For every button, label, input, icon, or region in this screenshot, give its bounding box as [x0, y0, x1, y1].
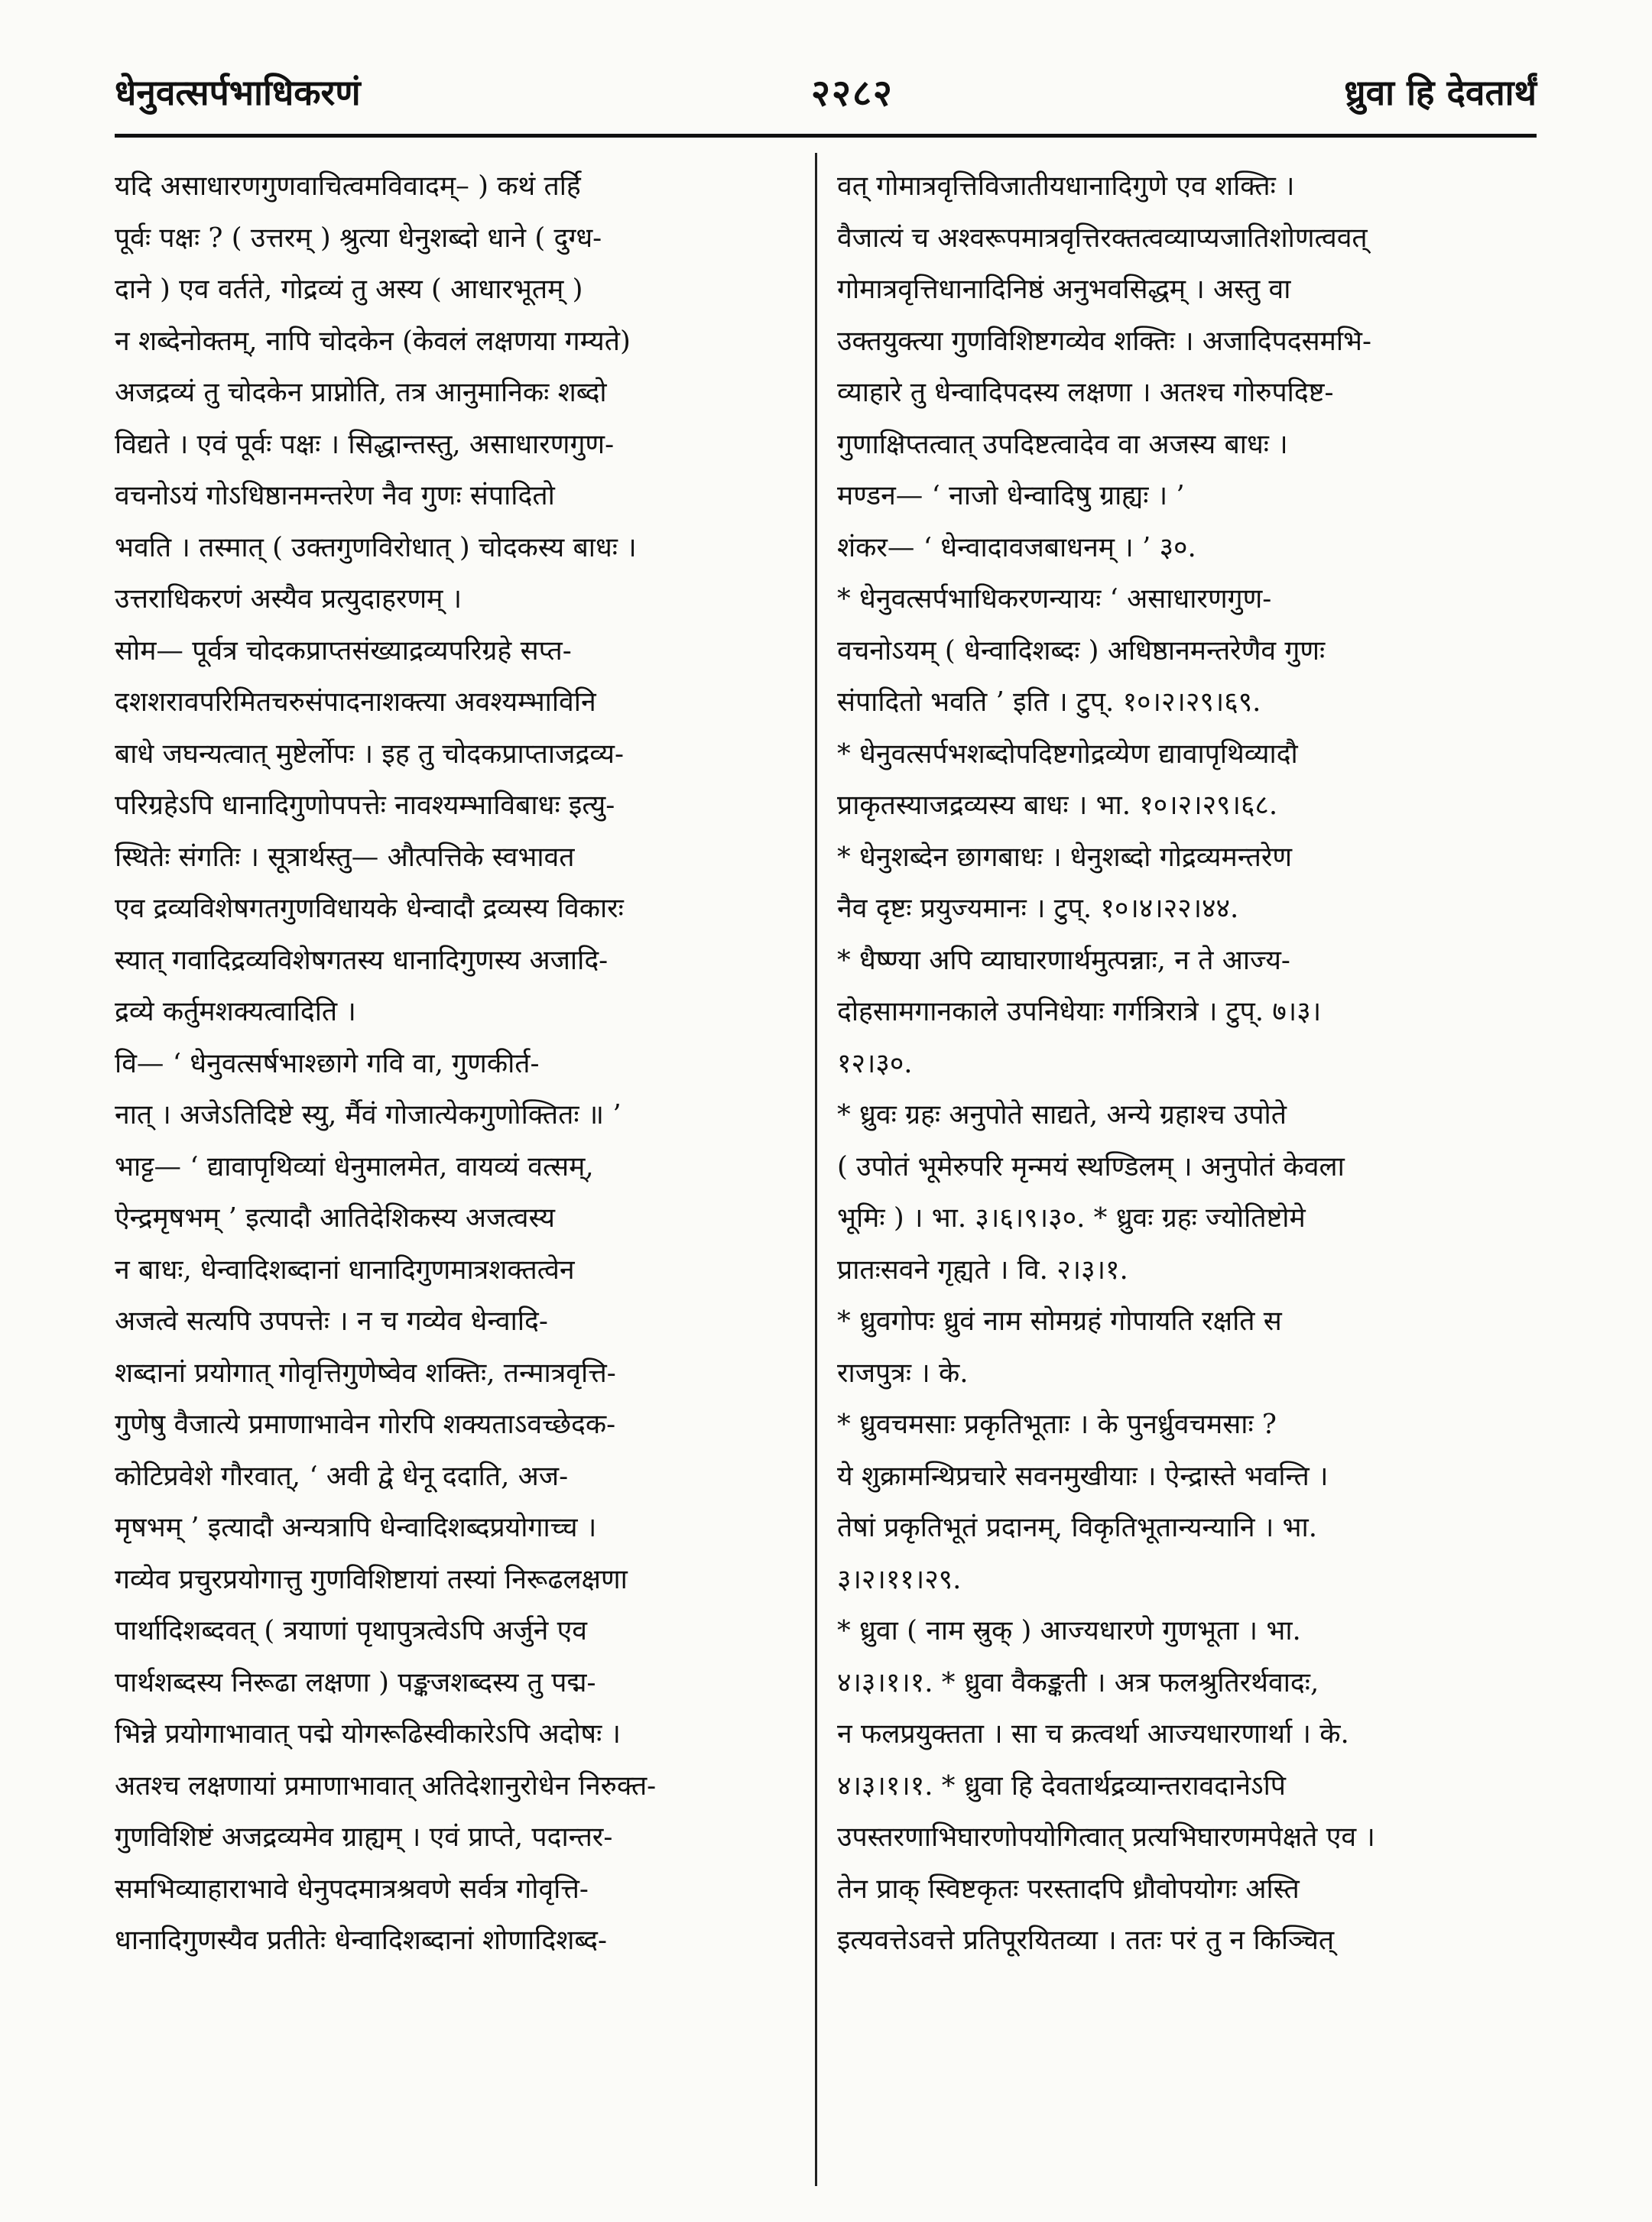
page-header: [115, 54, 1537, 130]
text-line: वत् गोमात्रवृत्तिविजातीयधानादिगुणे एव शक्तिः ।: [837, 170, 1295, 202]
text-line: नैव दृष्टः प्रयुज्यमानः । टुप्. १०।४।२२।४४.: [837, 893, 1239, 924]
text-line: अजत्वे सत्यपि उपपत्तेः । न च गव्येव धेन्वादि-: [115, 1306, 548, 1337]
text-line: वचनोऽयम् ( धेन्वादिशब्दः ) अधिष्ठानमन्तरेणैव गुणः: [837, 634, 1326, 667]
header-left-title: धेनुवत्सर्पभाधिकरणं: [115, 72, 361, 113]
text-line: बाधे जघन्यत्वात् मुष्टेर्लोपः । इह तु चोदकप्राप्ताजद्रव्य-: [115, 738, 625, 770]
text-line: दाने ) एव वर्तते, गोद्रव्यं तु अस्य ( आधारभूतम् ): [115, 274, 583, 305]
text-line: १२।३०.: [837, 1047, 913, 1079]
text-line: परिग्रहेऽपि धानादिगुणोपपत्तेः नावश्यम्भाविबाधः इत्यु-: [115, 790, 615, 821]
text-line: ३।२।११।२९.: [837, 1563, 962, 1595]
text-line: वचनोऽयं गोऽधिष्ठानमन्तरेण नैव गुणः संपादितो: [115, 480, 555, 511]
text-line: भाट्ट— ‘ द्यावापृथिव्यां धेनुमालमेत, वायव्यं वत्सम्,: [115, 1150, 594, 1182]
header-right-title: ध्रुवा हि देवतार्थं: [1344, 72, 1537, 113]
text-line: शंकर— ‘ धेन्वादावजबाधनम् । ’ ३०.: [837, 531, 1196, 563]
text-line: न शब्देनोक्तम्, नापि चोदकेन (केवलं लक्षणया गम्यते): [115, 325, 631, 357]
text-line: समभिव्याहाराभावे धेनुपदमात्रश्रवणे सर्वत्र गोवृत्ति-: [115, 1873, 589, 1905]
text-line: दोहसामगानकाले उपनिधेयाः गर्गत्रिरात्रे । टुप्. ७।३।: [837, 996, 1322, 1027]
text-line: वि— ‘ धेनुवत्सर्षभाश्छागे गवि वा, गुणकीर्त-: [115, 1047, 540, 1079]
left-column: [115, 161, 795, 2186]
text-line: न फलप्रयुक्तता । सा च क्रत्वर्था आज्यधारणार्था । के.: [837, 1718, 1349, 1750]
text-line: * ध्रुवचमसाः प्रकृतिभूताः । के पुनर्ध्रुवचमसाः ?: [837, 1409, 1277, 1440]
text-line: तेन प्राक् स्विष्टकृतः परस्तादपि ध्रौवोपयोगः अस्ति: [837, 1873, 1300, 1905]
text-line: उपस्तरणाभिघारणोपयोगित्वात् प्रत्यभिघारणमपेक्षते एव ।: [837, 1821, 1375, 1853]
text-line: विद्यते । एवं पूर्वः पक्षः । सिद्धान्तस्तु, असाधारणगुण-: [115, 428, 615, 460]
text-line: भवति । तस्मात् ( उक्तगुणविरोधात् ) चोदकस्य बाधः ।: [115, 531, 637, 563]
text-line: न बाधः, धेन्वादिशब्दानां धानादिगुणमात्रशक्तत्वेन: [115, 1254, 575, 1286]
text-line: * ध्रुवः ग्रहः अनुपोते साद्यते, अन्ये ग्रहाश्च उपोते: [837, 1099, 1287, 1130]
text-line: एव द्रव्यविशेषगतगुणविधायके धेन्वादौ द्रव्यस्य विकारः: [115, 893, 624, 924]
text-line: * धैष्ण्या अपि व्याघारणार्थमुत्पन्नाः, न ते आज्य-: [837, 944, 1290, 976]
text-line: * धेनुशब्देन छागबाधः । धेनुशब्दो गोद्रव्यमन्तरेण: [837, 841, 1293, 873]
text-line: उक्तयुक्त्या गुणविशिष्टगव्येव शक्तिः । अजादिपदसमभि-: [837, 325, 1371, 357]
text-line: शब्दानां प्रयोगात् गोवृत्तिगुणेष्वेव शक्तिः, तन्मात्रवृत्ति-: [115, 1357, 616, 1389]
text-line: द्रव्ये कर्तुमशक्यत्वादिति ।: [115, 996, 356, 1027]
text-line: भूमिः ) । भा. ३।६।९।३०. * ध्रुवः ग्रहः ज्योतिष्टोमे: [837, 1202, 1306, 1234]
text-line: नात् । अजेऽतिदिष्टे स्यु, र्मैवं गोजात्येकगुणोक्तितः ॥ ’: [115, 1099, 622, 1130]
text-line: ऐन्द्रमृषभम् ’ इत्यादौ आतिदेशिकस्य अजत्वस्य: [115, 1202, 555, 1234]
text-line: वैजात्यं च अश्वरूपमात्रवृत्तिरक्तत्वव्याप्यजातिशोणत्ववत्: [837, 222, 1368, 254]
text-line: गुणाक्षिप्तत्वात् उपदिष्टत्वादेव वा अजस्य बाधः ।: [837, 428, 1288, 460]
text-line: ये शुक्रामन्थिप्रचारे सवनमुखीयाः । ऐन्द्रास्ते भवन्ति ।: [837, 1460, 1329, 1492]
text-line: अतश्च लक्षणायां प्रमाणाभावात् अतिदेशानुरोधेन निरुक्त-: [115, 1769, 657, 1802]
text-line: उत्तराधिकरणं अस्यैव प्रत्युदाहरणम् ।: [115, 583, 462, 615]
text-line: प्रातःसवने गृह्यते । वि. २।३।१.: [837, 1254, 1128, 1286]
right-column: [837, 161, 1537, 2186]
text-line: ४।३।१।१. * ध्रुवा वैकङ्कती । अत्र फलश्रुतिरर्थवादः,: [837, 1666, 1319, 1698]
text-line: पूर्वः पक्षः ? ( उत्तरम् ) श्रुत्या धेनुशब्दो धाने ( दुग्ध-: [115, 222, 602, 254]
text-line: स्यात् गवादिद्रव्यविशेषगतस्य धानादिगुणस्य अजादि-: [115, 944, 609, 976]
text-line: * धेनुवत्सर्पभाधिकरणन्यायः ‘ असाधारणगुण-: [837, 583, 1272, 615]
text-line: गुणेषु वैजात्ये प्रमाणाभावेन गोरपि शक्यताऽवच्छेदक-: [115, 1409, 616, 1440]
page-number: २२८२: [811, 71, 894, 115]
text-line: पार्थशब्दस्य निरूढा लक्षणा ) पङ्कजशब्दस्य तु पद्म-: [115, 1666, 596, 1698]
text-line: ४।३।१।१. * ध्रुवा हि देवतार्थद्रव्यान्तरावदानेऽपि: [837, 1769, 1286, 1802]
text-line: मण्डन— ‘ नाजो धेन्वादिषु ग्राह्यः । ’: [837, 480, 1185, 511]
text-line: * ध्रुवगोपः ध्रुवं नाम सोमग्रहं गोपायति रक्षति स: [837, 1306, 1282, 1337]
text-line: दशशरावपरिमितचरुसंपादनाशक्त्या अवश्यम्भाविनि: [115, 686, 596, 718]
text-line: मृषभम् ’ इत्यादौ अन्यत्रापि धेन्वादिशब्दप्रयोगाच्च ।: [115, 1512, 597, 1543]
text-line: गव्येव प्रचुरप्रयोगात्तु गुणविशिष्टायां तस्यां निरूढलक्षणा: [115, 1563, 628, 1595]
text-line: यदि असाधारणगुणवाचित्वमविवादम्– ) कथं तर्हि: [115, 170, 581, 202]
text-line: सोम— पूर्वत्र चोदकप्राप्तसंख्याद्रव्यपरिग्रहे सप्त-: [115, 634, 572, 667]
text-line: पार्थादिशब्दवत् ( त्रयाणां पृथापुत्रत्वेऽपि अर्जुने एव: [115, 1615, 588, 1646]
text-line: ( उपोतं भूमेरुपरि मृन्मयं स्थण्डिलम् । अनुपोतं केवला: [837, 1150, 1345, 1182]
text-line: गुणविशिष्टं अजद्रव्यमेव ग्राह्यम् । एवं प्राप्ते, पदान्तर-: [115, 1821, 613, 1853]
text-line: धानादिगुणस्यैव प्रतीतेः धेन्वादिशब्दानां शोणादिशब्द-: [115, 1925, 608, 1956]
text-line: * ध्रुवा ( नाम स्रुक् ) आज्यधारणे गुणभूता । भा.: [837, 1615, 1301, 1646]
text-line: * धेनुवत्सर्पभशब्दोपदिष्टगोद्रव्येण द्यावापृथिव्यादौ: [837, 738, 1298, 770]
text-line: गोमात्रवृत्तिधानादिनिष्ठं अनुभवसिद्धम् । अस्तु वा: [837, 274, 1291, 305]
text-line: संपादितो भवति ’ इति । टुप्. १०।२।२९।६९.: [837, 686, 1261, 718]
text-line: स्थितेः संगतिः । सूत्रार्थस्तु— औत्पत्तिके स्वभावत: [115, 841, 575, 873]
text-line: कोटिप्रवेशे गौरवात्, ‘ अवी द्वे धेनू ददाति, अज-: [115, 1460, 569, 1492]
header-rule: [115, 134, 1537, 138]
text-line: राजपुत्रः । के.: [837, 1357, 969, 1389]
column-divider: [815, 153, 817, 2186]
text-line: व्याहारे तु धेन्वादिपदस्य लक्षणा । अतश्च गोरुपदिष्ट-: [837, 377, 1334, 408]
text-line: तेषां प्रकृतिभूतं प्रदानम्, विकृतिभूतान्यन्यानि । भा.: [837, 1512, 1318, 1543]
text-line: अजद्रव्यं तु चोदकेन प्राप्नोति, तत्र आनुमानिकः शब्दो: [115, 377, 607, 408]
text-line: इत्यवत्तेऽवत्ते प्रतिपूरयितव्या । ततः परं तु न किञ्चित्: [837, 1925, 1335, 1956]
text-line: भिन्ने प्रयोगाभावात् पद्मे योगरूढिस्वीकारेऽपि अदोषः ।: [115, 1718, 621, 1750]
text-line: प्राकृतस्याजद्रव्यस्य बाधः । भा. १०।२।२९।६८.: [837, 790, 1278, 821]
